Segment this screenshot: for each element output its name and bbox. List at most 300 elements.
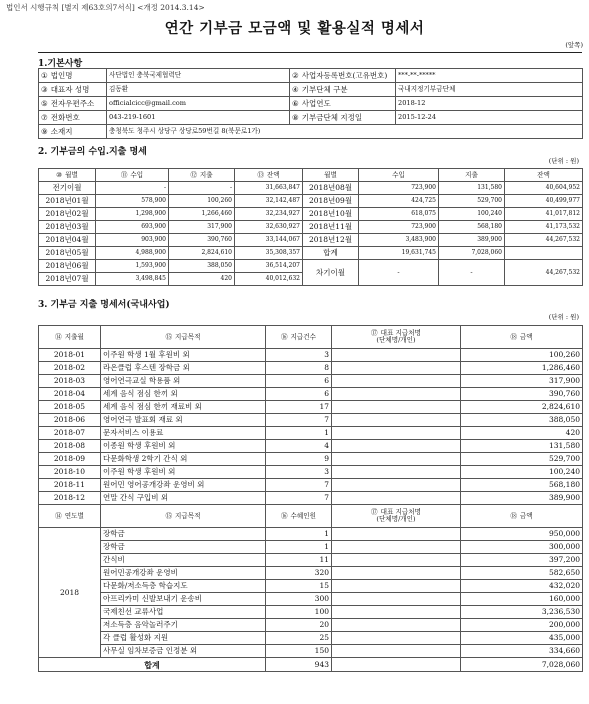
amount-cell: 1,286,460 xyxy=(461,362,583,375)
recipient-cell xyxy=(332,388,461,401)
amount-cell: 200,000 xyxy=(461,619,583,632)
expense-cell: 420 xyxy=(169,273,235,286)
column-header xyxy=(439,169,505,182)
income-cell: 4,988,900 xyxy=(96,247,169,260)
item-number: ⑥ xyxy=(292,98,299,108)
item-number: ⑭ xyxy=(55,511,62,520)
amount-cell: 334,660 xyxy=(461,645,583,658)
amount-cell: 435,000 xyxy=(461,632,583,645)
balance-cell: 36,514,207 xyxy=(235,260,303,273)
column-header xyxy=(39,169,96,182)
income-cell: 618,075 xyxy=(359,208,439,221)
beneficiary-cell: 11 xyxy=(266,554,332,567)
expense-cell: 2,824,610 xyxy=(169,247,235,260)
amount-cell: 317,900 xyxy=(461,375,583,388)
info-value: 2015-12-24 xyxy=(396,111,583,125)
expense-cell: 568,180 xyxy=(439,221,505,234)
month-cell: 2018-07 xyxy=(39,427,101,440)
info-label xyxy=(290,111,396,125)
column-header xyxy=(461,505,583,528)
info-row xyxy=(39,69,583,83)
beneficiary-cell: 1 xyxy=(266,528,332,541)
month-cell: 합계 xyxy=(303,247,359,260)
item-number: ⑭ xyxy=(55,332,62,341)
expense-detail-table xyxy=(38,325,583,672)
beneficiary-cell: 20 xyxy=(266,619,332,632)
balance-cell: 44,267,532 xyxy=(505,234,583,247)
yearly-row xyxy=(39,632,583,645)
expense-row xyxy=(39,440,583,453)
column-header xyxy=(96,169,169,182)
amount-cell: 397,200 xyxy=(461,554,583,567)
item-number: ⑧ xyxy=(292,112,299,122)
expense-row xyxy=(39,401,583,414)
yearly-row xyxy=(39,541,583,554)
item-label: 법인명 xyxy=(50,70,73,80)
month-cell: 2018년07월 xyxy=(39,273,96,286)
purpose-cell: 국제친선 교류사업 xyxy=(101,606,266,619)
info-value: 김동환 xyxy=(107,83,290,97)
recipient-cell xyxy=(332,645,461,658)
table-row xyxy=(39,260,583,273)
purpose-cell: 세계 음식 점심 한끼 재료비 외 xyxy=(101,401,266,414)
recipient-cell xyxy=(332,466,461,479)
info-value: ***-**-***** xyxy=(396,69,583,83)
count-cell: 6 xyxy=(266,388,332,401)
income-cell: 3,483,900 xyxy=(359,234,439,247)
item-label: 소재지 xyxy=(50,126,73,136)
recipient-cell xyxy=(332,427,461,440)
expense-cell: 1,266,460 xyxy=(169,208,235,221)
item-label: 지급목적 xyxy=(175,332,201,341)
table-header-row xyxy=(39,505,583,528)
income-cell: 723,900 xyxy=(359,182,439,195)
address-value: 충청북도 청주시 상당구 상당로59번길 8(북문로1가) xyxy=(107,125,583,139)
purpose-cell: 연말 간식 구입비 외 xyxy=(101,492,266,505)
balance-cell: 40,012,632 xyxy=(235,273,303,286)
income-cell: 693,900 xyxy=(96,221,169,234)
page-title: 연간 기부금 모금액 및 활용실적 명세서 xyxy=(164,20,425,37)
section-1-heading: 1.기본사항 xyxy=(38,59,83,69)
section-3-heading: 3. 기부금 지출 명세서(국내사업) xyxy=(38,300,170,310)
balance-cell xyxy=(505,247,583,260)
expense-row xyxy=(39,362,583,375)
count-cell: 9 xyxy=(266,453,332,466)
item-label: 기부금단체 지정일 xyxy=(301,112,363,122)
yearly-row xyxy=(39,567,583,580)
purpose-cell: 각 클럽 활성화 지원 xyxy=(101,632,266,645)
total-amount: 7,028,060 xyxy=(461,658,583,672)
expense-cell: 100,260 xyxy=(169,195,235,208)
balance-cell: 35,308,357 xyxy=(235,247,303,260)
beneficiary-cell: 100 xyxy=(266,606,332,619)
column-header xyxy=(235,169,303,182)
recipient-cell xyxy=(332,606,461,619)
expense-cell: 388,050 xyxy=(169,260,235,273)
item-number: ⑱ xyxy=(510,332,517,341)
table-row xyxy=(39,234,583,247)
table-row xyxy=(39,208,583,221)
balance-cell: 32,630,927 xyxy=(235,221,303,234)
count-cell: 1 xyxy=(266,427,332,440)
section-3-unit: (단위 : 원) xyxy=(548,313,579,321)
month-cell: 2018년10월 xyxy=(303,208,359,221)
amount-cell: 950,000 xyxy=(461,528,583,541)
item-label: 수혜인원 xyxy=(290,511,317,520)
amount-cell: 420 xyxy=(461,427,583,440)
amount-cell: 131,580 xyxy=(461,440,583,453)
month-cell: 2018년08월 xyxy=(303,182,359,195)
item-number: ① xyxy=(41,70,48,80)
column-header xyxy=(505,169,583,182)
item-label: 월별 xyxy=(324,170,337,179)
expense-cell: 317,900 xyxy=(169,221,235,234)
item-number: ⑨ xyxy=(41,126,48,136)
expense-row xyxy=(39,479,583,492)
count-cell: 3 xyxy=(266,466,332,479)
column-header xyxy=(332,326,461,349)
item-number: ⑮ xyxy=(165,511,173,520)
purpose-cell: 아프리카미 신발보내기 운송비 xyxy=(101,593,266,606)
table-row xyxy=(39,195,583,208)
expense-cell: 100,240 xyxy=(439,208,505,221)
item-label: 금액 xyxy=(519,511,533,520)
month-cell: 2018-03 xyxy=(39,375,101,388)
balance-cell: 41,173,532 xyxy=(505,221,583,234)
total-recipient xyxy=(332,658,461,672)
month-cell: 2018년06월 xyxy=(39,260,96,273)
total-row xyxy=(39,658,583,672)
total-count: 943 xyxy=(266,658,332,672)
recipient-cell xyxy=(332,440,461,453)
recipient-cell xyxy=(332,453,461,466)
table-row xyxy=(39,247,583,260)
info-value: 사단법인 충북국제협력단 xyxy=(107,69,290,83)
section-2-heading: 2. 기부금의 수입.지출 명세 xyxy=(38,147,147,157)
table-row xyxy=(39,221,583,234)
info-value: 043-219-1601 xyxy=(107,111,290,125)
column-header xyxy=(303,169,359,182)
income-cell: 723,900 xyxy=(359,221,439,234)
info-label xyxy=(39,69,107,83)
month-cell: 2018-01 xyxy=(39,349,101,362)
recipient-cell xyxy=(332,554,461,567)
purpose-cell: 장학금 xyxy=(101,541,266,554)
balance-cell: 40,499,977 xyxy=(505,195,583,208)
purpose-cell: 다문화/저소득층 학습지도 xyxy=(101,580,266,593)
income-cell: 19,631,745 xyxy=(359,247,439,260)
recipient-cell xyxy=(332,414,461,427)
info-row xyxy=(39,111,583,125)
expense-row xyxy=(39,414,583,427)
recipient-cell xyxy=(332,619,461,632)
column-header xyxy=(332,505,461,528)
recipient-cell xyxy=(332,375,461,388)
item-number: ③ xyxy=(41,84,48,94)
purpose-cell: 사무실 임차보증금 인정분 외 xyxy=(101,645,266,658)
month-cell: 2018년12월 xyxy=(303,234,359,247)
item-label: 금액 xyxy=(519,332,533,341)
info-label xyxy=(39,125,107,139)
amount-cell: 160,000 xyxy=(461,593,583,606)
recipient-cell xyxy=(332,479,461,492)
recipient-cell xyxy=(332,632,461,645)
info-label xyxy=(39,97,107,111)
table-row xyxy=(39,182,583,195)
month-cell: 2018-04 xyxy=(39,388,101,401)
yearly-row xyxy=(39,554,583,567)
item-label-sub: (단체명/개인) xyxy=(376,336,416,344)
purpose-cell: 이종원 학생 후원비 외 xyxy=(101,440,266,453)
table-header-row xyxy=(39,169,583,182)
purpose-cell: 라온클럽 후스텐 장학금 외 xyxy=(101,362,266,375)
amount-cell: 390,760 xyxy=(461,388,583,401)
item-label: 사업자등록번호(고유번호) xyxy=(301,70,388,80)
section-divider xyxy=(38,52,582,53)
amount-cell: 100,260 xyxy=(461,349,583,362)
recipient-cell xyxy=(332,593,461,606)
amount-cell: 432,020 xyxy=(461,580,583,593)
item-label: 잔액 xyxy=(266,170,280,179)
item-number: ⑩ xyxy=(56,170,63,179)
item-label: 지급건수 xyxy=(290,332,317,341)
count-cell: 8 xyxy=(266,362,332,375)
income-cell: 424,725 xyxy=(359,195,439,208)
column-header xyxy=(101,326,266,349)
purpose-cell: 영어연극 발표회 재료 외 xyxy=(101,414,266,427)
income-expense-table xyxy=(38,168,583,286)
info-value: officialcicc@gmail.com xyxy=(107,97,290,111)
income-cell: 3,498,845 xyxy=(96,273,169,286)
item-label: 지급목적 xyxy=(175,511,201,520)
column-header xyxy=(266,505,332,528)
expense-cell: 390,760 xyxy=(169,234,235,247)
beneficiary-cell: 320 xyxy=(266,567,332,580)
info-label xyxy=(290,69,396,83)
count-cell: 7 xyxy=(266,414,332,427)
column-header xyxy=(266,326,332,349)
month-cell: 2018-10 xyxy=(39,466,101,479)
purpose-cell: 원어민공개강좌 운영비 xyxy=(101,567,266,580)
expense-row xyxy=(39,388,583,401)
recipient-cell xyxy=(332,401,461,414)
item-label: 전화번호 xyxy=(50,112,80,122)
recipient-cell xyxy=(332,492,461,505)
expense-row xyxy=(39,492,583,505)
amount-cell: 2,824,610 xyxy=(461,401,583,414)
item-number: ⑯ xyxy=(280,511,288,520)
income-cell: 903,900 xyxy=(96,234,169,247)
month-cell: 2018-11 xyxy=(39,479,101,492)
yearly-row xyxy=(39,619,583,632)
basic-info-table xyxy=(38,68,583,139)
expense-row xyxy=(39,375,583,388)
month-cell: 2018년02월 xyxy=(39,208,96,221)
item-label: 지출 xyxy=(199,170,213,179)
item-label: 수입 xyxy=(130,170,144,179)
amount-cell: 300,000 xyxy=(461,541,583,554)
expense-row xyxy=(39,349,583,362)
expense-row xyxy=(39,466,583,479)
yearly-row xyxy=(39,606,583,619)
beneficiary-cell: 25 xyxy=(266,632,332,645)
column-header xyxy=(39,326,101,349)
balance-cell: 31,663,847 xyxy=(235,182,303,195)
item-number: ⑦ xyxy=(41,112,48,122)
amount-cell: 389,900 xyxy=(461,492,583,505)
balance-cell: 41,017,812 xyxy=(505,208,583,221)
count-cell: 7 xyxy=(266,492,332,505)
count-cell: 3 xyxy=(266,349,332,362)
item-number: ⑯ xyxy=(280,332,288,341)
recipient-cell xyxy=(332,349,461,362)
info-row xyxy=(39,97,583,111)
form-header-note: 법인서 시행규칙 [별지 제63호의7서식] <개정 2014.3.14> xyxy=(6,3,205,12)
purpose-cell: 영어연극교실 학용품 외 xyxy=(101,375,266,388)
purpose-cell: 원어민 영어공개강좌 운영비 외 xyxy=(101,479,266,492)
income-cell: 1,593,900 xyxy=(96,260,169,273)
year-cell: 2018 xyxy=(39,528,101,658)
balance-cell: 33,144,067 xyxy=(235,234,303,247)
section-2-unit: (단위 : 원) xyxy=(548,157,579,165)
month-cell: 2018년04월 xyxy=(39,234,96,247)
column-header xyxy=(101,505,266,528)
amount-cell: 388,050 xyxy=(461,414,583,427)
item-number: ⑤ xyxy=(41,98,48,108)
beneficiary-cell: 1 xyxy=(266,541,332,554)
item-label: 사업연도 xyxy=(301,98,331,108)
yearly-row xyxy=(39,593,583,606)
month-cell: 2018-08 xyxy=(39,440,101,453)
expense-cell: 7,028,060 xyxy=(439,247,505,260)
item-number: ⑮ xyxy=(165,332,173,341)
item-number: ⑫ xyxy=(190,170,197,179)
recipient-cell xyxy=(332,567,461,580)
item-number: ⑪ xyxy=(120,170,128,179)
info-value: 국내지정기부금단체 xyxy=(396,83,583,97)
info-label xyxy=(39,111,107,125)
item-label: 연도별 xyxy=(64,511,84,520)
item-number: ⑰ xyxy=(371,329,378,338)
carry-income-cell: - xyxy=(359,260,439,286)
month-cell: 전기이월 xyxy=(39,182,96,195)
income-cell: 1,298,900 xyxy=(96,208,169,221)
column-header xyxy=(359,169,439,182)
month-cell: 2018-02 xyxy=(39,362,101,375)
column-header xyxy=(39,505,101,528)
count-cell: 17 xyxy=(266,401,332,414)
info-label xyxy=(290,97,396,111)
item-label: 수입 xyxy=(392,170,405,179)
info-label xyxy=(39,83,107,97)
info-label xyxy=(290,83,396,97)
month-cell: 2018년09월 xyxy=(303,195,359,208)
item-label: 전자우편주소 xyxy=(50,98,95,108)
amount-cell: 582,650 xyxy=(461,567,583,580)
column-header xyxy=(169,169,235,182)
item-label: 지출월 xyxy=(64,332,84,341)
balance-cell: 32,234,927 xyxy=(235,208,303,221)
month-cell: 2018년11월 xyxy=(303,221,359,234)
count-cell: 7 xyxy=(266,479,332,492)
expense-cell: 131,580 xyxy=(439,182,505,195)
purpose-cell: 저소득층 음악놀러주기 xyxy=(101,619,266,632)
month-cell: 2018-09 xyxy=(39,453,101,466)
amount-cell: 3,236,530 xyxy=(461,606,583,619)
recipient-cell xyxy=(332,362,461,375)
count-cell: 4 xyxy=(266,440,332,453)
yearly-row xyxy=(39,645,583,658)
item-label-sub: (단체명/개인) xyxy=(376,515,416,523)
beneficiary-cell: 150 xyxy=(266,645,332,658)
carry-expense-cell: - xyxy=(439,260,505,286)
purpose-cell: 이주원 학생 1월 후원비 외 xyxy=(101,349,266,362)
expense-cell: 389,900 xyxy=(439,234,505,247)
beneficiary-cell: 300 xyxy=(266,593,332,606)
carry-month-cell: 차기이월 xyxy=(303,260,359,286)
item-label: 대표 지급처명 xyxy=(380,508,421,517)
amount-cell: 100,240 xyxy=(461,466,583,479)
beneficiary-cell: 15 xyxy=(266,580,332,593)
info-row-address xyxy=(39,125,583,139)
purpose-cell: 이주원 학생 후원비 외 xyxy=(101,466,266,479)
amount-cell: 529,700 xyxy=(461,453,583,466)
expense-cell: 529,700 xyxy=(439,195,505,208)
month-cell: 2018년01월 xyxy=(39,195,96,208)
item-label: 잔액 xyxy=(537,170,550,179)
item-label: 월별 xyxy=(65,170,78,179)
item-label: 대표자 성명 xyxy=(50,84,90,94)
carry-balance-cell: 44,267,532 xyxy=(505,260,583,286)
item-label: 기부단체 구분 xyxy=(301,84,348,94)
balance-cell: 32,142,487 xyxy=(235,195,303,208)
expense-row xyxy=(39,427,583,440)
purpose-cell: 세계 음식 점심 한끼 외 xyxy=(101,388,266,401)
item-number: ② xyxy=(292,70,299,80)
table-header-row xyxy=(39,326,583,349)
info-row xyxy=(39,83,583,97)
count-cell: 6 xyxy=(266,375,332,388)
income-cell: 578,900 xyxy=(96,195,169,208)
page-mark: (앞쪽) xyxy=(565,41,583,49)
item-number: ⑬ xyxy=(257,170,264,179)
purpose-cell: 문자서비스 이용료 xyxy=(101,427,266,440)
item-number: ④ xyxy=(292,84,299,94)
item-label: 대표 지급처명 xyxy=(380,329,421,338)
expense-row xyxy=(39,453,583,466)
income-cell: - xyxy=(96,182,169,195)
item-number: ⑱ xyxy=(510,511,517,520)
total-label: 합계 xyxy=(39,658,266,672)
yearly-row xyxy=(39,528,583,541)
item-label: 지출 xyxy=(465,170,478,179)
purpose-cell: 다문화학생 2학기 간식 외 xyxy=(101,453,266,466)
recipient-cell xyxy=(332,541,461,554)
yearly-row xyxy=(39,580,583,593)
month-cell: 2018-12 xyxy=(39,492,101,505)
month-cell: 2018년03월 xyxy=(39,221,96,234)
purpose-cell: 장학금 xyxy=(101,528,266,541)
month-cell: 2018-05 xyxy=(39,401,101,414)
purpose-cell: 간식비 xyxy=(101,554,266,567)
recipient-cell xyxy=(332,528,461,541)
month-cell: 2018-06 xyxy=(39,414,101,427)
month-cell: 2018년05월 xyxy=(39,247,96,260)
amount-cell: 568,180 xyxy=(461,479,583,492)
column-header xyxy=(461,326,583,349)
info-value: 2018-12 xyxy=(396,97,583,111)
recipient-cell xyxy=(332,580,461,593)
